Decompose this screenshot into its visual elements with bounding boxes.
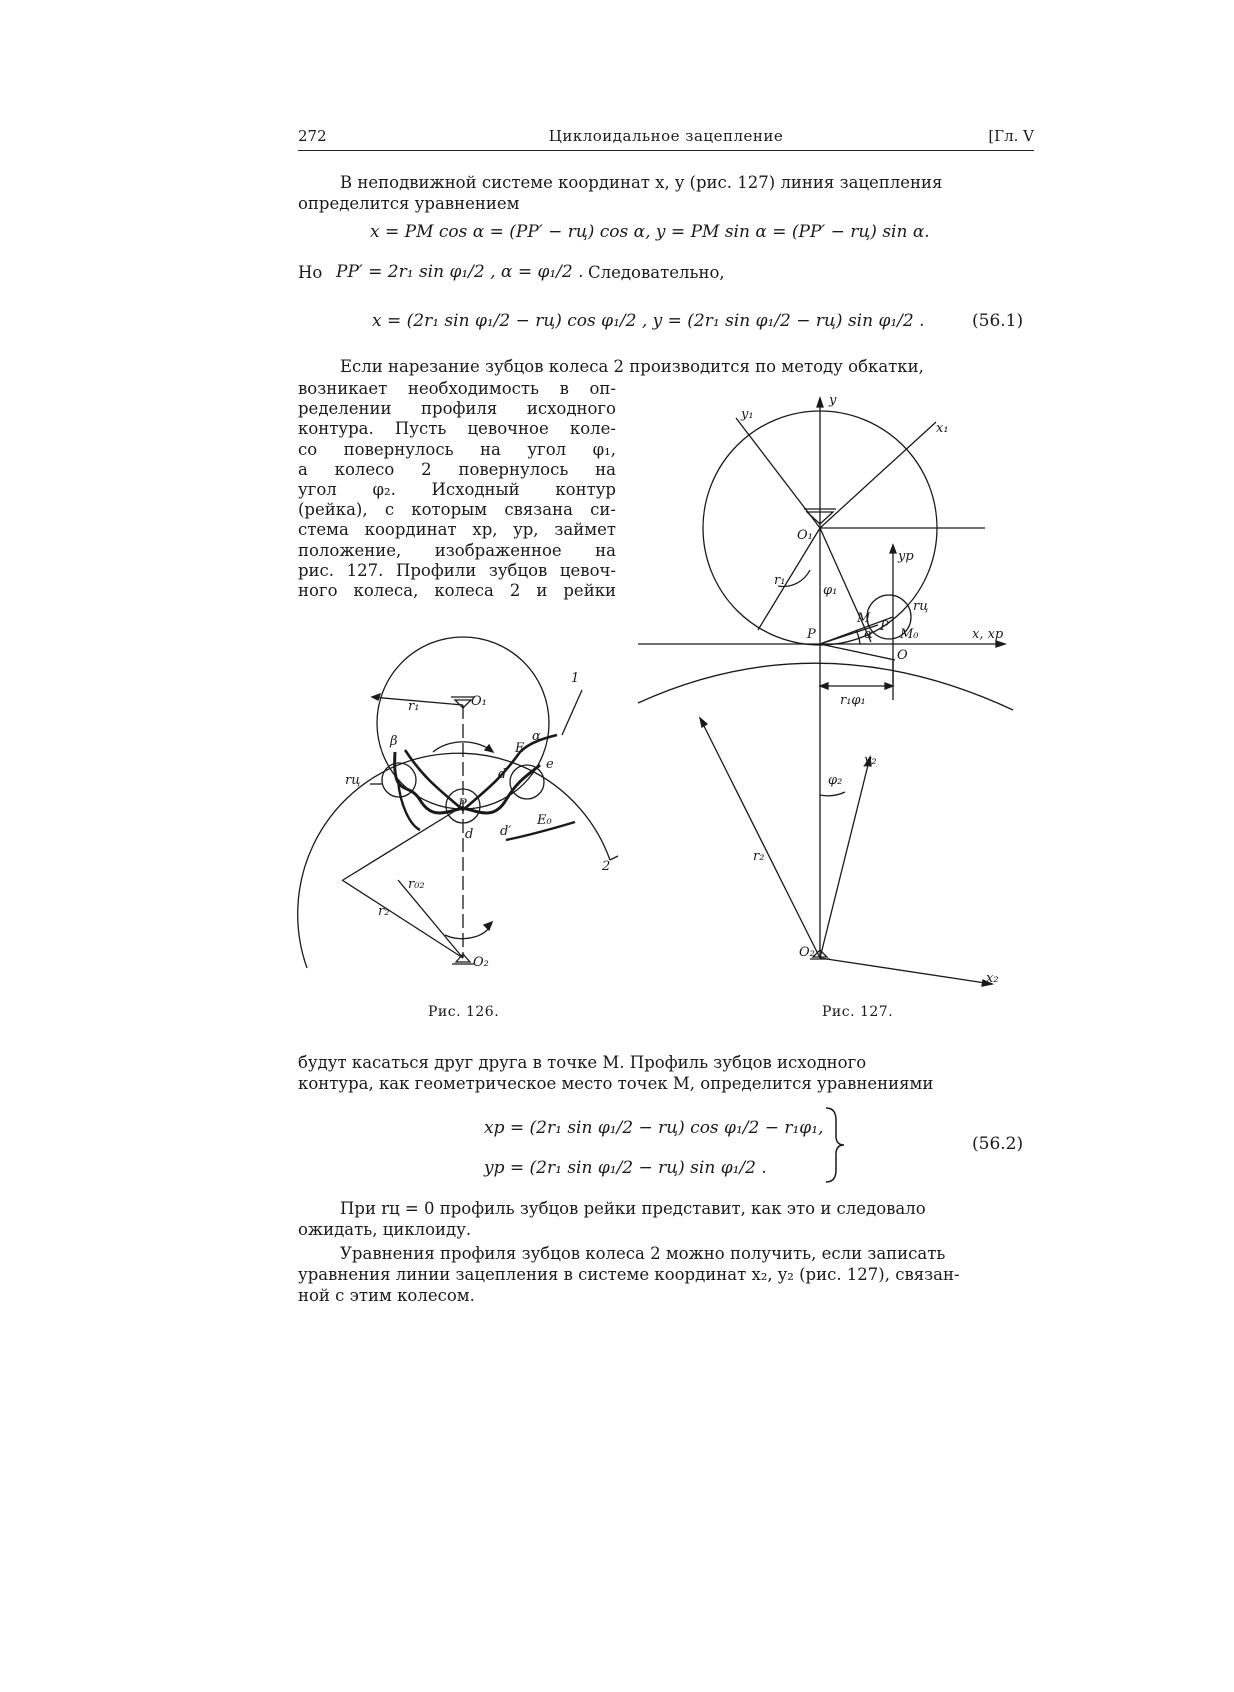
label-r02: r₀₂ xyxy=(408,877,425,892)
paragraph-line: контура. Пусть цевочное коле- xyxy=(298,419,616,439)
paragraph-line: определится уравнением xyxy=(298,194,520,213)
equation-56-2-line2: yр = (2r₁ sin φ₁/2 − rц) sin φ₁/2 . xyxy=(484,1158,767,1178)
equation: PP′ = 2r₁ sin φ₁/2 , α = φ₁/2 . xyxy=(336,262,584,282)
label-r2: r₂ xyxy=(753,849,765,864)
equation-56-1: x = (2r₁ sin φ₁/2 − rц) cos φ₁/2 , y = (2r₁ sin φ₁/2 − rц) sin φ₁/2 . xyxy=(372,311,925,331)
paragraph-line: ного колеса, колеса 2 и рейки xyxy=(298,581,616,601)
label-e: e xyxy=(546,757,554,772)
label-y: y xyxy=(829,393,837,408)
label-yp: yр xyxy=(898,549,914,564)
label-r1: r₁ xyxy=(774,573,786,588)
figure-127-caption: Рис. 127. xyxy=(822,1004,894,1020)
label-P: P xyxy=(807,627,816,642)
paragraph-line: со повернулось на угол φ₁, xyxy=(298,439,616,459)
paragraph-line: а колесо 2 повернулось на xyxy=(298,459,616,479)
equation-56-2-line1: xр = (2r₁ sin φ₁/2 − rц) cos φ₁/2 − r₁φ₁, xyxy=(484,1118,824,1138)
label-O2: O₂ xyxy=(799,945,815,960)
paragraph-line: будут касаться друг друга в точке M. Профиль зубцов исходного xyxy=(298,1053,867,1072)
paragraph-line: уравнения линии зацепления в системе координат x₂, y₂ (рис. 127), связан- xyxy=(298,1265,960,1284)
label-1: 1 xyxy=(571,671,580,686)
label-rc: rц xyxy=(913,599,929,614)
label-P-prime: P′ xyxy=(880,619,892,634)
label-r2: r₂ xyxy=(378,904,390,919)
paragraph-line: угол φ₂. Исходный контур xyxy=(298,480,616,500)
label-rc: rц xyxy=(345,773,361,788)
label-d-lower: d xyxy=(465,827,474,842)
label-beta: β xyxy=(390,734,398,749)
page-number: 272 xyxy=(298,127,327,145)
paragraph-line: положение, изображенное на xyxy=(298,540,616,560)
equation-number: (56.1) xyxy=(972,311,1024,331)
label-alpha: α xyxy=(532,729,541,744)
label-d-prime: d′ xyxy=(500,824,512,839)
figure-126-caption: Рис. 126. xyxy=(428,1004,500,1020)
label-O1: O₁ xyxy=(797,528,813,543)
label-phi1: φ₁ xyxy=(823,583,838,598)
label-x1: x₁ xyxy=(936,421,949,436)
label-d: d xyxy=(498,767,507,782)
paragraph-line: возникает необходимость в оп- xyxy=(298,379,616,398)
paragraph-line: (рейка), с которым связана си- xyxy=(298,500,616,520)
label-E: E xyxy=(515,741,525,756)
paragraph-line: ной с этим колесом. xyxy=(298,1286,475,1305)
equation: x = PM cos α = (PP′ − rц) cos α, y = PM sin α = (PP′ − rц) sin α. xyxy=(370,222,930,242)
label-2: 2 xyxy=(602,859,611,874)
label-O2: O₂ xyxy=(473,955,489,970)
label-P: P xyxy=(458,797,467,812)
label-x2: x₂ xyxy=(986,971,999,986)
paragraph-line: стема координат xр, yр, займет xyxy=(298,520,616,540)
equation-prefix: Но xyxy=(298,263,323,282)
label-r1phi1: r₁φ₁ xyxy=(840,693,866,708)
paragraph-line: В неподвижной системе координат x, y (рис. 127) линия зацепления xyxy=(340,173,943,192)
paragraph-line: Следовательно, xyxy=(588,263,725,282)
paragraph-line: рис. 127. Профили зубцов цевоч- xyxy=(298,560,616,580)
label-alpha: α xyxy=(864,627,873,642)
label-O: O xyxy=(897,648,908,663)
label-r1: r₁ xyxy=(408,699,420,714)
label-O1: O₁ xyxy=(471,694,487,709)
brace-icon xyxy=(826,1108,844,1182)
label-M0: M₀ xyxy=(900,627,919,642)
paragraph-line: контура, как геометрическое место точек M, определится уравнениями xyxy=(298,1074,934,1093)
label-x-xp: x, xр xyxy=(972,627,1004,642)
chapter-label: [Гл. V xyxy=(988,127,1034,145)
paragraph-line: Если нарезание зубцов колеса 2 производится по методу обкатки, xyxy=(340,357,924,376)
paragraph-line: При rц = 0 профиль зубцов рейки представит, как это и следовало xyxy=(340,1199,926,1218)
paragraph-line: ределении профиля исходного xyxy=(298,399,616,419)
paragraph-line: ожидать, циклоиду. xyxy=(298,1220,472,1239)
running-title: Циклоидальное зацепление xyxy=(548,127,784,145)
equation-number: (56.2) xyxy=(972,1134,1024,1154)
paragraph-line: Уравнения профиля зубцов колеса 2 можно получить, если записать xyxy=(340,1244,946,1263)
label-E0: E₀ xyxy=(537,813,552,828)
label-M: M xyxy=(857,611,871,626)
label-phi2: φ₂ xyxy=(828,773,843,788)
label-y2: y₂ xyxy=(864,753,877,768)
label-y1: y₁ xyxy=(741,407,754,422)
